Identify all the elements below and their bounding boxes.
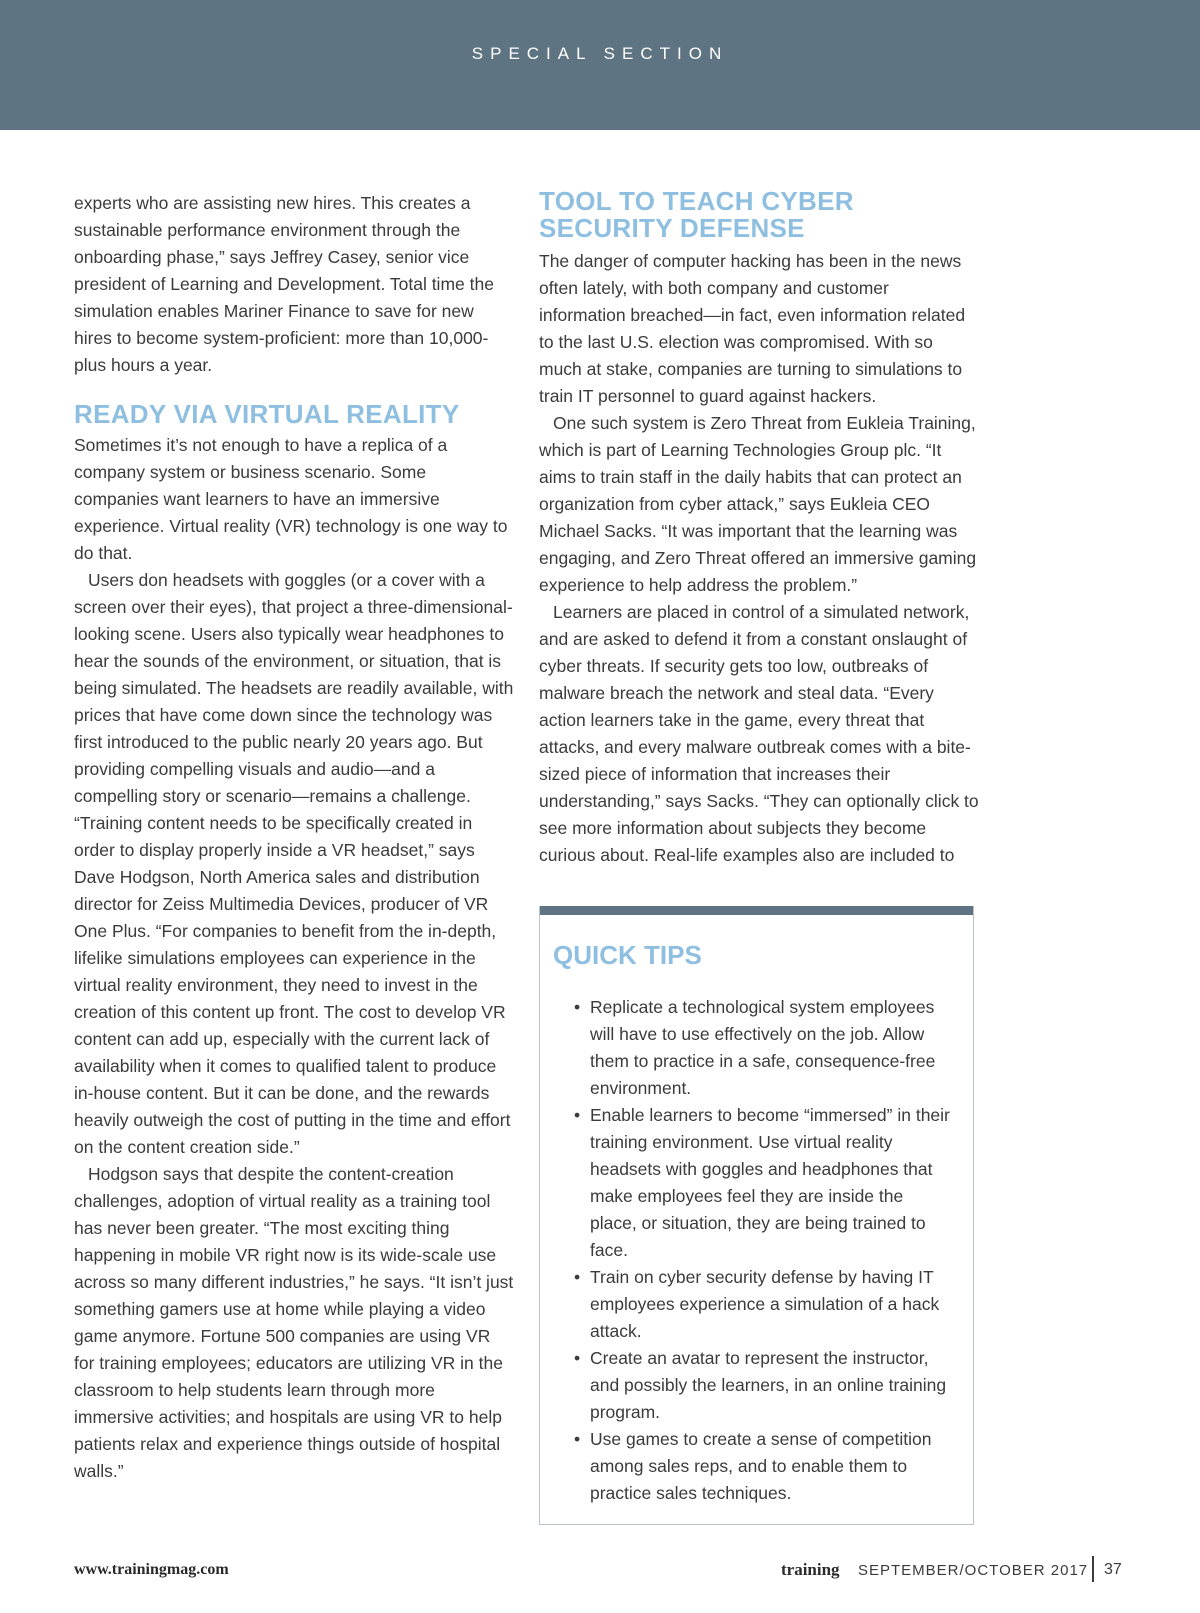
footer-divider: [1092, 1556, 1094, 1582]
right-column: [539, 186, 979, 869]
quick-tips-top-bar: [540, 906, 973, 915]
tip-item: [574, 1345, 954, 1426]
bullet-icon: •: [574, 997, 581, 1017]
intro-paragraph: experts who are assisting new hires. This creates a sustainable performance environment through the onboarding phase,” says Jeffrey Casey, senior vice president of Learning and Development. Total time the simulation enables Mariner Finance to save for new hires to become system-proficient: more than 10,000-plus hours a year.: [74, 193, 494, 375]
tip-text: Create an avatar to represent the instructor, and possibly the learners, in an online training program.: [590, 1348, 947, 1422]
quick-tips-list: [574, 994, 954, 1507]
cyber-paragraph-1: The danger of computer hacking has been in the news often lately, with both company and customer information breached—in fact, even information related to the last U.S. election was compromised. With so much at stake, companies are turning to simulations to train IT personnel to guard against hackers.: [539, 251, 966, 406]
tip-item: [574, 1426, 954, 1507]
cyber-heading: TOOL TO TEACH CYBER SECURITY DEFENSE: [539, 186, 854, 243]
website-link[interactable]: www.trainingmag.com: [74, 1561, 229, 1578]
bullet-icon: •: [574, 1267, 581, 1287]
cyber-paragraph-2: One such system is Zero Threat from Eukleia Training, which is part of Learning Technologies Group plc. “It aims to train staff in the daily habits that can protect an organization from cyber attack,” says Eukleia CEO Michael Sacks. “It was important that the learning was engaging, and Zero Threat offered an immersive gaming experience to help address the problem.”: [539, 413, 977, 595]
tip-item: [574, 1102, 954, 1264]
bullet-icon: •: [574, 1105, 581, 1125]
section-label: SPECIAL SECTION: [471, 44, 729, 63]
quick-tips-box: [539, 906, 974, 1525]
tip-text: Replicate a technological system employees will have to use effectively on the job. Allow them to practice in a safe, consequence-free environment.: [590, 997, 936, 1098]
vr-paragraph-3: Hodgson says that despite the content-creation challenges, adoption of virtual reality as a training tool has never been greater. “The most exciting thing happening in mobile VR right now is its wide-scale use across so many different industries,” he says. “It isn’t just something gamers use at home while playing a video game anymore. Fortune 500 companies are using VR for training employees; educators are utilizing VR in the classroom to help students learn through more immersive activities; and hospitals are using VR to help patients relax and experience things outside of hospital walls.”: [74, 1164, 514, 1481]
tip-text: Enable learners to become “immersed” in their training environment. Use virtual reality headsets with goggles and headphones that make employees feel they are inside the place, or situation, they are being trained to face.: [590, 1105, 950, 1260]
bullet-icon: •: [574, 1429, 581, 1449]
page-number: 37: [1104, 1561, 1122, 1578]
magazine-name: training: [781, 1560, 840, 1579]
tip-item: [574, 994, 954, 1102]
bullet-icon: •: [574, 1348, 581, 1368]
header-band: [0, 0, 1200, 130]
cyber-paragraph-3: Learners are placed in control of a simulated network, and are asked to defend it from a constant onslaught of cyber threats. If security gets too low, outbreaks of malware breach the network and steal data. “Every action learners take in the game, every threat that attacks, and every malware outbreak comes with a bite-sized piece of information that increases their understanding,” says Sacks. “They can optionally click to see more information about subjects they become curious about. Real-life examples also are included to: [539, 602, 979, 865]
tip-item: [574, 1264, 954, 1345]
quick-tips-title: QUICK TIPS: [553, 940, 702, 970]
vr-heading: READY VIA VIRTUAL REALITY: [74, 399, 460, 429]
tip-text: Train on cyber security defense by having IT employees experience a simulation of a hack attack.: [590, 1267, 940, 1341]
left-column: [74, 190, 514, 1485]
vr-paragraph-2: Users don headsets with goggles (or a cover with a screen over their eyes), that project a three-dimensional-looking scene. Users also typically wear headphones to hear the sounds of the environment, or situation, that is being simulated. The headsets are readily available, with prices that have come down since the technology was first introduced to the public nearly 20 years ago. But providing compelling visuals and audio—and a compelling story or scenario—remains a challenge. “Training content needs to be specifically created in order to display properly inside a VR headset,” says Dave Hodgson, North America sales and distribution director for Zeiss Multimedia Devices, producer of VR One Plus. “For companies to benefit from the in-depth, lifelike simulations employees can experience in the virtual reality environment, they need to invest in the creation of this content up front. The cost to develop VR content can add up, especially with the current lack of availability when it comes to qualified talent to produce in-house content. But it can be done, and the rewards heavily outweigh the cost of putting in the time and effort on the content creation side.”: [74, 570, 514, 1157]
vr-paragraph-1: Sometimes it’s not enough to have a replica of a company system or business scenario. Some companies want learners to have an immersive experience. Virtual reality (VR) technology is one way to do that.: [74, 435, 508, 563]
issue-date: SEPTEMBER/OCTOBER 2017: [858, 1562, 1089, 1579]
page-footer: [0, 1556, 1200, 1586]
tip-text: Use games to create a sense of competition among sales reps, and to enable them to practice sales techniques.: [590, 1429, 932, 1503]
